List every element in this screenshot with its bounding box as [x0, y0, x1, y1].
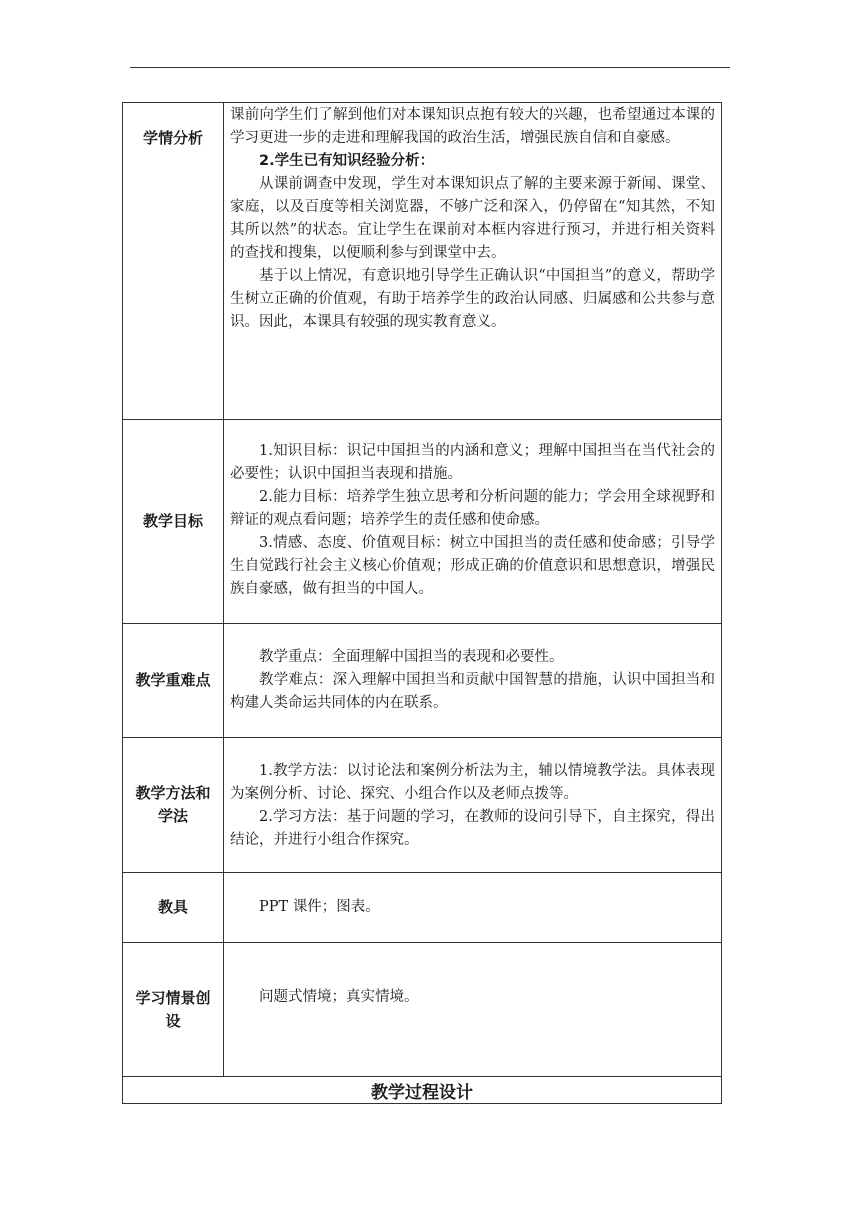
- content-paragraph: 问题式情境；真实情境。: [259, 989, 419, 1005]
- table-row: [123, 1077, 722, 1104]
- row-label: [123, 943, 224, 1077]
- section-title-text: 教学过程设计: [371, 1082, 473, 1103]
- row-content: [224, 624, 722, 738]
- row-label: [123, 624, 224, 738]
- table-row: [123, 624, 722, 738]
- table-row: [123, 103, 722, 420]
- lesson-plan-table: [122, 102, 722, 1104]
- table-row: [123, 738, 722, 873]
- row-label-text: 教学重难点: [135, 671, 211, 689]
- row-content: [224, 420, 722, 624]
- row-label-text: 学习情景创设: [135, 988, 211, 1030]
- table-row: [123, 873, 722, 943]
- content-subheading: 2.学生已有知识经验分析：: [259, 153, 435, 169]
- header-rule: [130, 67, 730, 68]
- table-row: [123, 420, 722, 624]
- row-content: [224, 103, 722, 420]
- row-label-text: 教具: [157, 898, 188, 916]
- content-paragraph: 2.能力目标：培养学生独立思考和分析问题的能力；学会用全球视野和辩证的观点看问题；培养学生的责任感和使命感。: [230, 489, 715, 528]
- content-paragraph: PPT 课件；图表。: [259, 899, 380, 915]
- content-paragraph: 从课前调查中发现，学生对本课知识点了解的主要来源于新闻、课堂、家庭，以及百度等相关浏览器，不够广泛和深入，仍停留在“知其然，不知其所以然”的状态。宜让学生在课前对本框内容进行预习，并进行相关资料的查找和搜集，以便顺利参与到课堂中去。: [230, 176, 715, 261]
- content-paragraph: 教学难点：深入理解中国担当和贡献中国智慧的措施，认识中国担当和构建人类命运共同体的内在联系。: [230, 672, 715, 711]
- content-paragraph: 1.教学方法：以讨论法和案例分析法为主，辅以情境教学法。具体表现为案例分析、讨论、探究、小组合作以及老师点拨等。: [230, 763, 715, 802]
- content-paragraph: 1.知识目标：识记中国担当的内涵和意义；理解中国担当在当代社会的必要性；认识中国担当表现和措施。: [230, 443, 715, 482]
- row-content: [224, 873, 722, 943]
- row-label: [123, 738, 224, 873]
- content-paragraph: 基于以上情况，有意识地引导学生正确认识“中国担当”的意义，帮助学生树立正确的价值观，有助于培养学生的政治认同感、归属感和公共参与意识。因此，本课具有较强的现实教育意义。: [230, 268, 715, 330]
- row-label-text: 教学方法和学法: [135, 784, 211, 825]
- content-paragraph: 3.情感、态度、价值观目标：树立中国担当的责任感和使命感；引导学生自觉践行社会主义核心价值观；形成正确的价值意识和思想意识，增强民族自豪感，做有担当的中国人。: [230, 535, 715, 597]
- content-paragraph: 教学重点：全面理解中国担当的表现和必要性。: [259, 649, 564, 665]
- row-label-text: 学情分析: [142, 129, 203, 147]
- row-label: [123, 873, 224, 943]
- table-row: [123, 943, 722, 1077]
- row-label: [123, 420, 224, 624]
- content-paragraph: 课前向学生们了解到他们对本课知识点抱有较大的兴趣，也希望通过本课的学习更进一步的走进和理解我国的政治生活，增强民族自信和自豪感。: [230, 107, 715, 146]
- row-content: [224, 738, 722, 873]
- section-title: [123, 1077, 722, 1104]
- row-content: [224, 943, 722, 1077]
- row-label-text: 教学目标: [142, 512, 203, 530]
- row-label: [123, 103, 224, 420]
- content-paragraph: 2.学习方法：基于问题的学习，在教师的设问引导下，自主探究，得出结论，并进行小组合作探究。: [230, 809, 715, 848]
